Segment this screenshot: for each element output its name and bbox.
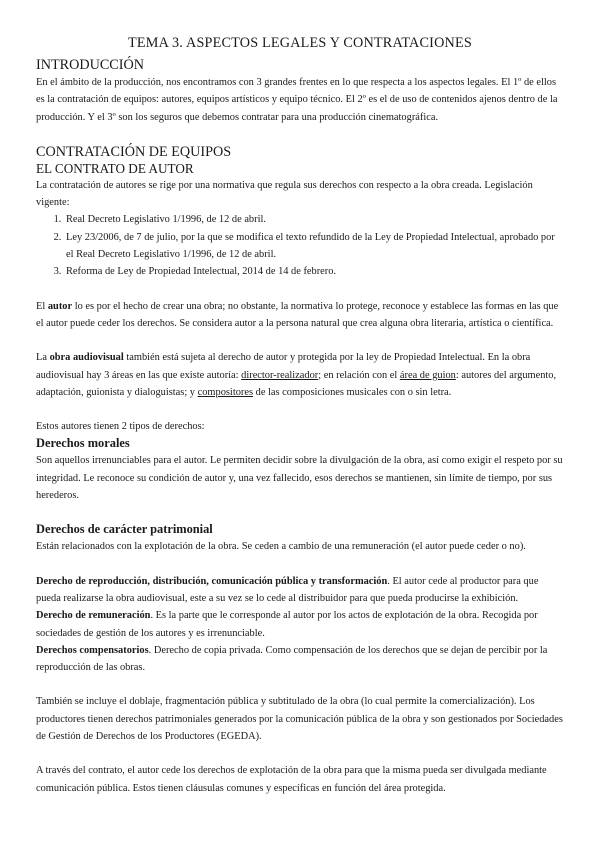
contratacion-heading: CONTRATACIÓN DE EQUIPOS	[36, 143, 232, 160]
list-item: 3. Reforma de Ley de Propiedad Intelectual, 2014 de 14 de febrero.	[64, 263, 564, 280]
patrimonial-heading: Derechos de carácter patrimonial	[36, 522, 213, 537]
intro-paragraph: En el ámbito de la producción, nos encontramos con 3 grandes frentes en lo que respecta a los aspectos legales. El 1º de ellos es la contratación de equipos: autores, equipos artísticos y equipo técnico. El 2º es el de uso de contenidos ajenos dentro de la producción. Y el 3º son los seguros que debemos contratar para una producción cinematográfica.	[36, 77, 558, 123]
obra-paragraph: La obra audiovisual también está sujeta al derecho de autor y protegida por la ley de Propiedad Intelectual. En la obra audiovisual hay 3 áreas en las que existe autoría: director-realizador; en relación con el área de guion: autores del argumento, adaptación, guionista y dialoguistas; y compositores de las composiciones musicales con o sin letra.	[36, 352, 557, 398]
contrato-paragraph: La contratación de autores se rige por una normativa que regula sus derechos con respecto a la obra creada. Legislación vigente:	[36, 179, 533, 209]
morales-heading: Derechos morales	[36, 436, 130, 451]
compensatorios-paragraph: Derechos compensatorios. Derecho de copia privada. Como compensación de los derechos que se dejan de percibir por la reproducción de las obras.	[36, 644, 548, 674]
page-title: TEMA 3. ASPECTOS LEGALES Y CONTRATACIONES	[128, 35, 472, 51]
remuneracion-paragraph: Derecho de remuneración. Es la parte que le corresponde al autor por los actos de explotación de la obra. Recogida por sociedades de gestión de los autores y es irrenunciable.	[36, 610, 538, 639]
director-link: director-realizador	[241, 369, 319, 381]
contrato-final-paragraph: A través del contrato, el autor cede los derechos de explotación de la obra para que la misma pueda ser divulgada mediante comunicación pública. Estos tienen cláusulas comunes y específicas en función del área protegida.	[36, 765, 547, 794]
intro-heading: INTRODUCCIÓN	[36, 57, 144, 73]
patrimonial-paragraph: Están relacionados con la explotación de la obra. Se ceden a cambio de una remuneración (el autor puede ceder o no).	[36, 541, 526, 553]
doblaje-paragraph: También se incluye el doblaje, fragmentación pública y subtitulado de la obra (lo cual permite la comercialización). Los productores tienen derechos patrimoniales generados por la comunicación pública de la obra y son gestionados por Sociedades de Gestión de Derechos de los Productores (EGEDA).	[36, 696, 563, 743]
compositores-link: compositores	[197, 386, 254, 398]
reproduccion-paragraph: Derecho de reproducción, distribución, comunicación pública y transformación. El autor cede al productor para que pueda realizarse la obra audiovisual, este a su vez se lo cede al distribuidor para que pueda producirse la exhibición.	[36, 575, 539, 604]
list-item: 1. Real Decreto Legislativo 1/1996, de 12 de abril.	[64, 211, 564, 228]
autor-term: autor	[47, 300, 73, 312]
obra-term: obra audiovisual	[49, 352, 124, 364]
tipos-paragraph: Estos autores tienen 2 tipos de derechos:	[36, 421, 205, 433]
list-item: 2. Ley 23/2006, de 7 de julio, por la que se modifica el texto refundido de la Ley de Propiedad Intelectual, aprobado por el Real Decreto Legislativo 1/1996, de 12 de abril.	[64, 229, 564, 264]
morales-paragraph: Son aquellos irrenunciables para el autor. Le permiten decidir sobre la divulgación de la obra, así como exigir el respeto por su integridad. Le reconoce su condición de autor y, una vez fallecido, esos derechos se mantienen, sin límite de tiempo, por sus herederos.	[36, 455, 563, 502]
autor-paragraph: El autor lo es por el hecho de crear una obra; no obstante, la normativa lo protege, reconoce y establece las formas en las que el autor puede ceder los derechos. Se considera autor a la persona natural que crea alguna obra literaria, artística o científica.	[36, 300, 559, 329]
laws-list	[36, 211, 564, 280]
contrato-autor-heading: EL CONTRATO DE AUTOR	[36, 160, 194, 176]
guion-link: área de guion	[399, 369, 456, 381]
